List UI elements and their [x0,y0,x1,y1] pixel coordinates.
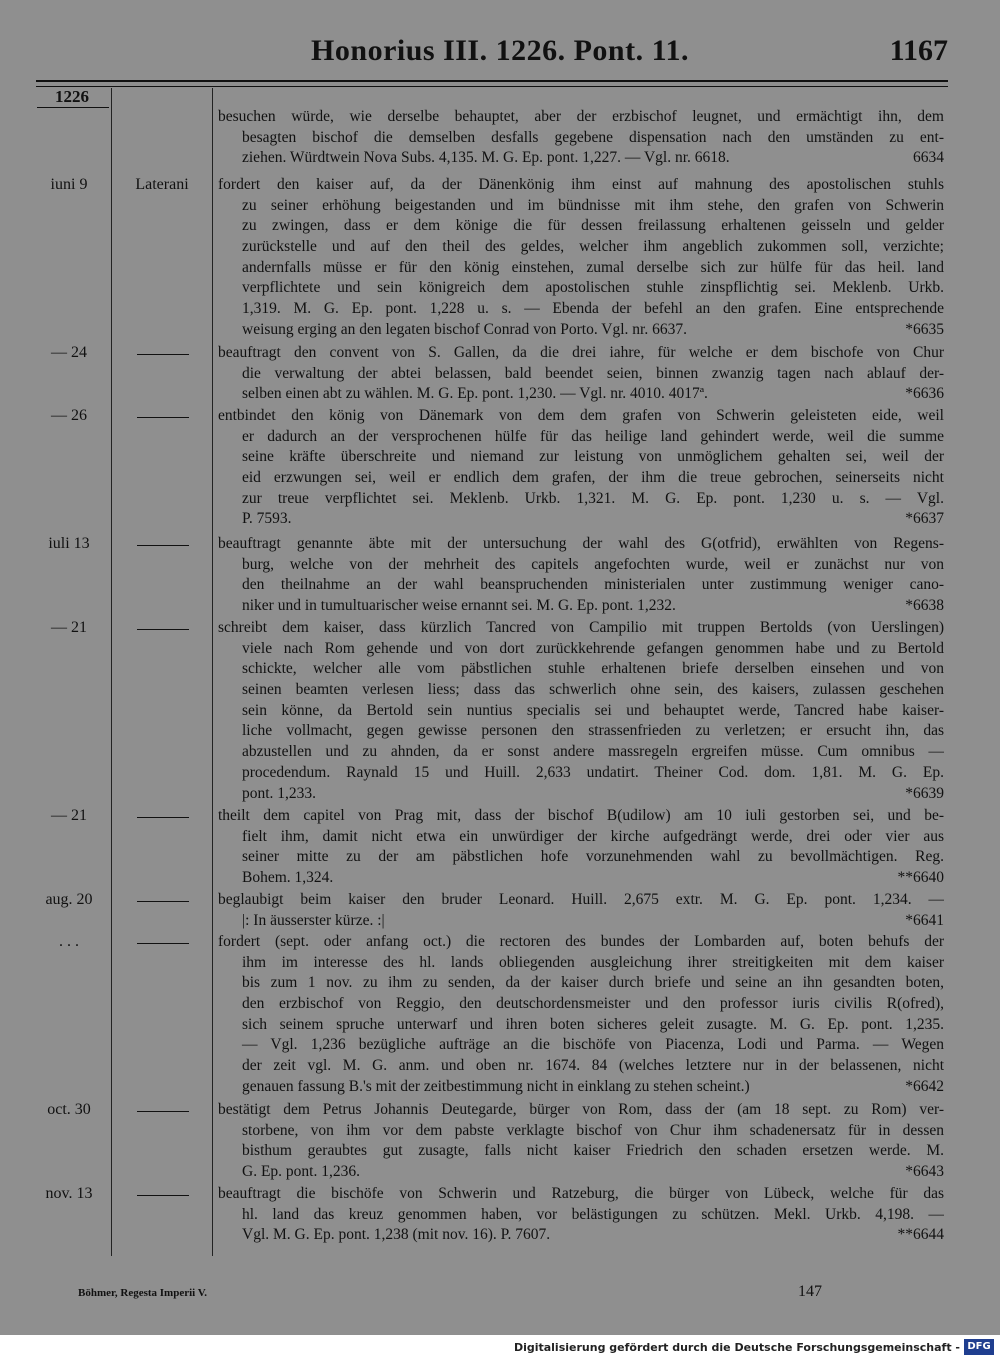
entry-line: zur treue verpflichtet sei. Meklenb. Urkb. 1,321. M. G. Ep. pont. 1,230 u. s. — Vgl. [242,489,944,507]
entry-line: sich seinem spruche unterwarf und ihren boten sicheres geleit zusagte. M. G. Ep. pont. 1,235. [242,1015,944,1033]
entry-line: verpflichtete und sein königreich dem apostolischen stuhle zinspflichtig sei. Meklenb. Urkb. [242,279,944,297]
entry-line: ziehen. Würdtwein Nova Subs. 4,135. M. G. Ep. pont. 1,227. — Vgl. nr. 6618. 6634 [218,148,944,169]
entry-line: procedendum. Raynald 15 und Huill. 2,633 undatirt. Theiner Cod. dom. 1,81. M. G. Ep. [242,763,944,781]
place-ditto-dash [137,943,189,944]
entry-line: zu zwingen, dass er dem könige die für dessen freilassung erhaltenen geisseln und gelder [242,217,944,235]
year-heading: 1226 [55,87,89,106]
entry-line: G. Ep. pont. 1,236. *6643 [218,1162,944,1183]
entry-line: seinen beamten verlesen liess; dass das schwerlich ohne sein, des kaisers, zulassen geschehen [242,681,944,699]
year-underline [37,107,109,108]
entry-line: besuchen würde, wie derselbe behauptet, aber der erzbischof leugnet, und ermächtigt ihn, dem [218,108,944,125]
entry-line: er dadurch an der versprochenen hülfe für das heilige land gehindert werde, weil die summe [242,427,944,445]
entry-line: besagten bischof die demselben desfalls gegebene dispensation nach den umständen zu ent- [242,128,944,146]
dfg-notice: Digitalisierung gefördert durch die Deutsche Forschungsgemeinschaft - [513,1341,960,1354]
entry-line: ihm im interesse des hl. lands obliegenden ausgleichung ihrer streitigkeiten mit dem kaiser [242,953,944,971]
entry-date: nov. 13 [45,1185,93,1202]
entry-number: *6639 [905,784,944,802]
header-rule-thin [36,86,948,87]
entry-number: *6643 [905,1163,944,1181]
entry-number: 6634 [913,149,944,167]
place-ditto-dash [137,1111,189,1112]
entry-text [218,1100,944,1183]
entry-line: theilt dem capitel von Prag mit, dass der bischof B(udilow) am 10 iuli gestorben sei, und be- [218,807,944,824]
entry-line: eid erzwungen sei, weil er endlich dem grafen, der ihm die treue gebrochen, seinerseits nicht [242,469,944,487]
place-ditto-dash [137,417,189,418]
entry-line: andernfalls müsse er für den könig einstehen, zumal derselbe sich zur hülfe für das heil. land [242,258,944,276]
entry-text [218,618,944,804]
entry-line: niker und in tumultuarischer weise ernannt sei. M. G. Ep. pont. 1,232. *6638 [218,596,944,617]
entry-number: *6642 [905,1077,944,1095]
entry-line: der zeit vgl. M. G. anm. und oben nr. 1674. 84 (welches letztere nur in der belassenen, nicht [242,1057,944,1075]
entry-date: aug. 20 [45,891,93,908]
entry-text [218,406,944,530]
entry-date: iuli 13 [48,535,90,552]
entry-number: **6644 [897,1226,944,1244]
place-ditto-dash [137,354,189,355]
entry-line: den theilnahme an der wahl beanspruchenden ministerialen unter zustimmung weniger cano- [242,576,944,594]
entry-line: beglaubigt beim kaiser den bruder Leonard. Huill. 2,675 extr. M. G. Ep. pont. 1,234. — [218,891,944,908]
entry-number: *6635 [905,320,944,338]
entry-text [218,107,944,169]
entry-line: den erzbischof von Reggio, den deutschordensmeister und den professor iuris civilis R(ofred), [242,995,944,1013]
entry-text [218,1184,944,1246]
entry-text [218,806,944,889]
entry-date: . . . [59,933,79,950]
entry-line: bestätigt dem Petrus Johannis Deutegarde, bürger von Rom, dass der (am 18 sept. zu Rom) ver- [218,1101,944,1118]
entry-line: schreibt dem kaiser, dass kürzlich Tancred von Campilio mit truppen Bertolds (von Uerslingen) [218,619,944,636]
entry-date: — 21 [51,807,87,824]
place-ditto-dash [137,901,189,902]
entry-line: pont. 1,233. *6639 [218,784,944,805]
running-title: Honorius III. 1226. Pont. 11. [311,34,689,67]
entry-line: beauftragt genannte äbte mit der untersuchung der wahl des G(otfrid), erwählten von Regens- [218,535,944,552]
entry-line: abzustellen und zu ahnden, da er sonst andere massregeln ergreifen müsse. Cum omnibus — [242,743,944,761]
footer-page: 147 [798,1283,822,1300]
place-ditto-dash [137,545,189,546]
entry-line: schickte, welcher alle vom päbstlichen stuhle erhaltenen briefe derselben einsehen und von [242,660,944,678]
entry-line: beauftragt den convent von S. Gallen, da die drei iahre, für welche er dem bischofe von Chur [218,344,944,361]
entry-line: liche vollmacht, gegen gewisse personen den strassenfrieden zu verletzen; er ersucht ihn, das [242,722,944,740]
entry-line: viele nach Rom gehende und von dort zurückkehrende gefangen genommen habe und zu Bertold [242,639,944,657]
entry-line: fielt ihm, damit nicht etwa ein unwürdiger der kirche aufgedrängt werde, drei oder vier aus [242,827,944,845]
place-ditto-dash [137,1195,189,1196]
entry-line: seine kräfte überschreite und niemand zur leistung von unmöglichem gehalten sei, weil der [242,448,944,466]
entry-text [218,534,944,617]
entry-date: oct. 30 [47,1101,91,1118]
entry-line: die verwaltung der abtei belassen, bald beendet seien, binnen zwanzig tagen nach ablauf der- [242,364,944,382]
entry-line: Bohem. 1,324. **6640 [218,868,944,889]
entry-number: *6641 [905,911,944,929]
entry-line: genauen fassung B.'s mit der zeitbestimmung nicht in einklang zu stehen scheint.) *6642 [218,1077,944,1098]
place-ditto-dash [137,817,189,818]
entry-place: Laterani [135,176,189,193]
entry-line: fordert den kaiser auf, da der Dänenkönig ihm einst auf mahnung des apostolischen stuhls [218,176,944,193]
entry-line: storbene, von ihm vor dem pabste verklagte bischof von Chur ihm schadenersatz für in dessen [242,1121,944,1139]
entry-number: *6637 [905,510,944,528]
entry-line: |: In äusserster kürze. :| *6641 [218,911,944,932]
entry-number: *6636 [905,385,944,403]
dfg-logo-icon: DFG [964,1339,994,1355]
entry-text [218,890,944,931]
entry-line: sein könne, da Bertold sein nuntius specialis sei und behauptet werde, Tancred habe kaiser- [242,701,944,719]
page-number: 1167 [889,34,948,67]
entry-line: — Vgl. 1,236 bezügliche aufträge an die bischöfe von Piacenza, Lodi und Parma. — Wegen [242,1036,944,1054]
entry-date: — 24 [51,344,87,361]
entry-line: zurückstelle und auf den theil des geldes, welcher ihm angeblich zukommen soll, verzichte; [242,238,944,256]
entry-number: *6638 [905,597,944,615]
entry-line: beauftragt die bischöfe von Schwerin und Ratzeburg, die bürger von Lübeck, welche für das [218,1185,944,1202]
entry-line: weisung erging an den legaten bischof Conrad von Porto. Vgl. nr. 6637. *6635 [218,320,944,341]
entry-line: fordert (sept. oder anfang oct.) die rectoren des bundes der Lombarden auf, boten behufs der [218,933,944,950]
entry-date: iuni 9 [50,176,88,193]
entry-line: hl. land das kreuz genommen haben, vor belästigungen zu schützen. Mekl. Urkb. 4,198. — [242,1205,944,1223]
entry-line: entbindet den könig von Dänemark von dem dem grafen von Schwerin geleisteten eide, weil [218,407,944,424]
entry-line: P. 7593. *6637 [218,509,944,530]
entry-date: — 26 [51,407,87,424]
entry-line: Vgl. M. G. Ep. pont. 1,238 (mit nov. 16). P. 7607. **6644 [218,1225,944,1246]
entry-number: **6640 [897,869,944,887]
entry-line: selben einen abt zu wählen. M. G. Ep. pont. 1,230. — Vgl. nr. 4010. 4017ª. *6636 [218,384,944,405]
entry-text [218,932,944,1098]
entry-line: 1,319. M. G. Ep. pont. 1,228 u. s. — Ebenda der befehl an den grafen. Eine entsprechende [242,300,944,318]
entry-text [218,175,944,341]
entry-line: seiner mitte zu der am päbstlichen hofe vorzunehmenden wahl zu bevollmächtigen. Reg. [242,848,944,866]
entry-date: — 21 [51,619,87,636]
entry-text [218,343,944,405]
column-divider-place [212,88,213,1256]
place-ditto-dash [137,629,189,630]
footer-source: Böhmer, Regesta Imperii V. [78,1287,208,1299]
entry-line: zu seiner erhöhung beigestanden und im bündnisse mit ihm stehe, den grafen von Schwerin [242,196,944,214]
column-divider-date [111,88,112,1256]
entry-line: burg, welche von der mehrheit des capitels angefochten wurde, weil er zunächst nur von [242,555,944,573]
entry-line: bis zum 1 nov. zu ihm zu senden, da der kaiser durch briefe und seine an ihn gesandten boten, [242,974,944,992]
header-rule [36,80,948,82]
entry-line: bisthum geraubtes gut zusagte, falls nicht kaiser Friedrich den schaden ersetzen werde. M. [242,1142,944,1160]
